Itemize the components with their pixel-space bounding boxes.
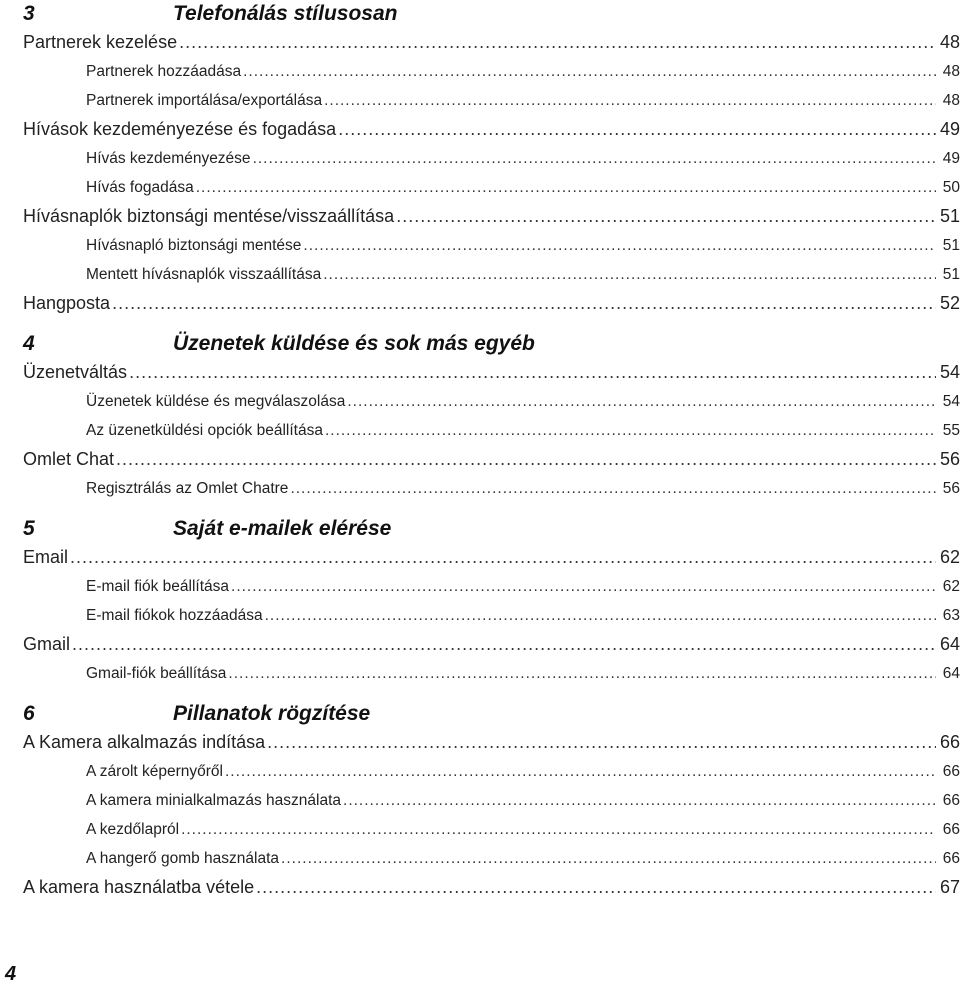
entry-label: A kezdőlapról <box>86 821 180 838</box>
chapter-heading <box>23 700 960 728</box>
entry-label: Az üzenetküldési opciók beállítása <box>86 422 323 439</box>
entry-label: Omlet Chat <box>23 449 115 469</box>
toc-subsection-entry[interactable] <box>23 416 960 445</box>
page-number: 4 <box>5 963 17 985</box>
toc-subsection-entry[interactable] <box>23 387 960 416</box>
toc-subsection-entry[interactable] <box>23 57 960 86</box>
entry-label: E-mail fiók beállítása <box>86 578 230 595</box>
entry-page-number: 49 <box>942 150 960 167</box>
chapter-spacer <box>23 503 960 515</box>
entry-page-number: 56 <box>942 480 960 497</box>
entry-page-number: 66 <box>942 821 960 838</box>
toc-subsection-entry[interactable] <box>23 757 960 786</box>
toc-section-entry[interactable] <box>23 445 960 474</box>
dot-leader <box>228 659 936 688</box>
entry-page-number: 48 <box>942 63 960 80</box>
toc-subsection-entry[interactable] <box>23 659 960 688</box>
dot-leader <box>324 86 936 115</box>
dot-leader <box>231 572 936 601</box>
toc-section-entry[interactable] <box>23 28 960 57</box>
entry-label: Partnerek kezelése <box>23 32 178 52</box>
chapter-title: Saját e-mailek elérése <box>173 517 392 540</box>
chapter-number: 4 <box>23 332 35 355</box>
entry-page-number: 55 <box>942 422 960 439</box>
entry-label: A Kamera alkalmazás indítása <box>23 732 266 752</box>
chapter-heading <box>23 515 960 543</box>
entry-page-number: 56 <box>939 449 960 469</box>
dot-leader <box>243 57 936 86</box>
entry-label: Hívásnapló biztonsági mentése <box>86 237 302 254</box>
entry-page-number: 54 <box>939 362 960 382</box>
dot-leader <box>267 728 936 757</box>
dot-leader <box>112 289 936 318</box>
entry-label: Üzenetek küldése és megválaszolása <box>86 393 346 410</box>
entry-page-number: 66 <box>942 850 960 867</box>
dot-leader <box>196 173 936 202</box>
entry-label: A kamera használatba vétele <box>23 877 255 897</box>
entry-page-number: 51 <box>942 237 960 254</box>
entry-label: Üzenetváltás <box>23 362 128 382</box>
entry-page-number: 63 <box>942 607 960 624</box>
toc-subsection-entry[interactable] <box>23 260 960 289</box>
dot-leader <box>116 445 936 474</box>
toc-section-entry[interactable] <box>23 289 960 318</box>
entry-label: Partnerek importálása/exportálása <box>86 92 323 109</box>
toc-subsection-entry[interactable] <box>23 844 960 873</box>
entry-page-number: 64 <box>942 665 960 682</box>
entry-page-number: 66 <box>939 732 960 752</box>
entry-label: Gmail-fiók beállítása <box>86 665 227 682</box>
dot-leader <box>256 873 936 902</box>
entry-page-number: 66 <box>942 763 960 780</box>
dot-leader <box>396 202 936 231</box>
toc-section-entry[interactable] <box>23 358 960 387</box>
chapter-number: 5 <box>23 517 35 540</box>
toc-subsection-entry[interactable] <box>23 815 960 844</box>
toc-section-entry[interactable] <box>23 115 960 144</box>
entry-page-number: 54 <box>942 393 960 410</box>
table-of-contents <box>23 0 960 902</box>
entry-label: Gmail <box>23 634 71 654</box>
entry-page-number: 62 <box>942 578 960 595</box>
chapter-title: Üzenetek küldése és sok más egyéb <box>173 332 535 355</box>
dot-leader <box>325 416 936 445</box>
dot-leader <box>290 474 936 503</box>
entry-label: Hívásnaplók biztonsági mentése/visszaállítása <box>23 206 395 226</box>
dot-leader <box>343 786 936 815</box>
dot-leader <box>70 543 936 572</box>
dot-leader <box>253 144 936 173</box>
entry-label: Hívás fogadása <box>86 179 194 196</box>
dot-leader <box>303 231 936 260</box>
dot-leader <box>129 358 936 387</box>
dot-leader <box>265 601 936 630</box>
entry-page-number: 48 <box>942 92 960 109</box>
toc-section-entry[interactable] <box>23 202 960 231</box>
dot-leader <box>347 387 936 416</box>
entry-page-number: 66 <box>942 792 960 809</box>
chapter-title: Pillanatok rögzítése <box>173 702 371 725</box>
entry-page-number: 49 <box>939 119 960 139</box>
toc-subsection-entry[interactable] <box>23 474 960 503</box>
chapter-title: Telefonálás stílusosan <box>173 2 398 25</box>
entry-label: Regisztrálás az Omlet Chatre <box>86 480 289 497</box>
entry-label: Hangposta <box>23 293 111 313</box>
entry-label: A zárolt képernyőről <box>86 763 223 780</box>
entry-page-number: 64 <box>939 634 960 654</box>
toc-subsection-entry[interactable] <box>23 601 960 630</box>
toc-section-entry[interactable] <box>23 728 960 757</box>
entry-page-number: 48 <box>939 32 960 52</box>
entry-label: Partnerek hozzáadása <box>86 63 242 80</box>
entry-page-number: 51 <box>942 266 960 283</box>
chapter-spacer <box>23 318 960 330</box>
entry-page-number: 50 <box>942 179 960 196</box>
entry-label: Mentett hívásnaplók visszaállítása <box>86 266 322 283</box>
dot-leader <box>281 844 936 873</box>
dot-leader <box>338 115 936 144</box>
chapter-number: 6 <box>23 702 35 725</box>
toc-subsection-entry[interactable] <box>23 572 960 601</box>
toc-section-entry[interactable] <box>23 630 960 659</box>
toc-subsection-entry[interactable] <box>23 231 960 260</box>
dot-leader <box>323 260 936 289</box>
toc-section-entry[interactable] <box>23 543 960 572</box>
entry-page-number: 51 <box>939 206 960 226</box>
dot-leader <box>72 630 936 659</box>
entry-label: Hívás kezdeményezése <box>86 150 251 167</box>
chapter-heading <box>23 0 960 28</box>
toc-subsection-entry[interactable] <box>23 86 960 115</box>
dot-leader <box>181 815 936 844</box>
entry-label: Hívások kezdeményezése és fogadása <box>23 119 337 139</box>
toc-section-entry[interactable] <box>23 873 960 902</box>
toc-subsection-entry[interactable] <box>23 144 960 173</box>
dot-leader <box>225 757 936 786</box>
toc-subsection-entry[interactable] <box>23 173 960 202</box>
entry-label: A hangerő gomb használata <box>86 850 280 867</box>
chapter-heading <box>23 330 960 358</box>
entry-label: E-mail fiókok hozzáadása <box>86 607 263 624</box>
chapter-number: 3 <box>23 2 35 25</box>
dot-leader <box>179 28 936 57</box>
entry-page-number: 62 <box>939 547 960 567</box>
entry-page-number: 52 <box>939 293 960 313</box>
entry-page-number: 67 <box>939 877 960 897</box>
entry-label: Email <box>23 547 69 567</box>
toc-subsection-entry[interactable] <box>23 786 960 815</box>
entry-label: A kamera minialkalmazás használata <box>86 792 342 809</box>
chapter-spacer <box>23 688 960 700</box>
